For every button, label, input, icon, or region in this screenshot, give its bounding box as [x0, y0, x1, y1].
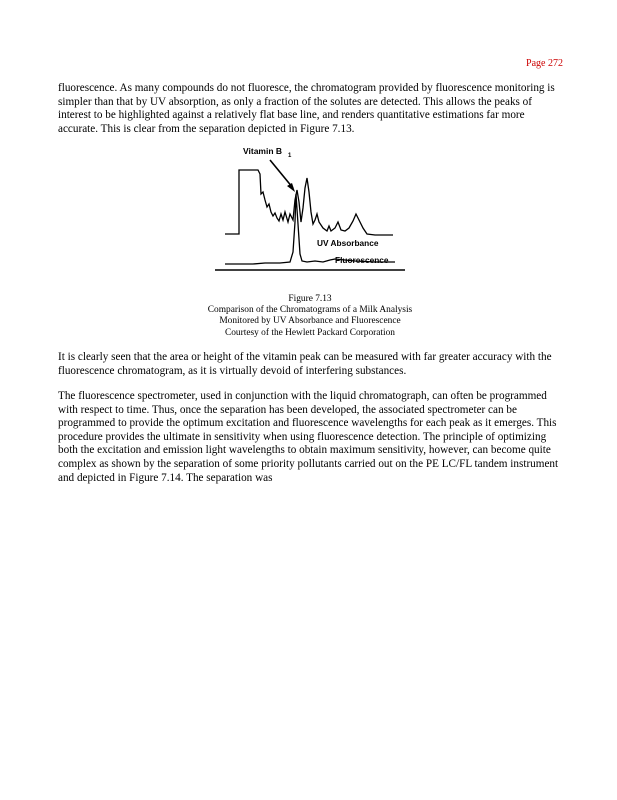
- caption-line: Comparison of the Chromatograms of a Milk Analysis: [207, 305, 413, 316]
- paragraph-vitamin-peak: It is clearly seen that the area or height of the vitamin peak can be measured with far greater accuracy with the fluorescence chromatogram, as it is virtually devoid of interfering substances.: [58, 351, 552, 377]
- arrow-line: [270, 160, 293, 188]
- figure-caption: [150, 294, 470, 339]
- vitamin-label: Vitamin B: [243, 146, 283, 156]
- fluorescence-label: Fluorescence: [335, 255, 389, 265]
- page-number: Page 272: [526, 58, 563, 69]
- caption-figure-number: Figure 7.13: [288, 294, 332, 304]
- arrow-head: [287, 183, 295, 192]
- caption-credit: Courtesy of the Hewlett Packard Corporation: [224, 327, 395, 338]
- figure-chromatogram: [205, 142, 410, 292]
- uv-absorbance-trace: [225, 170, 393, 235]
- paragraph-fluorescence-intro: fluorescence. As many compounds do not fluoresce, the chromatogram provided by fluorescence monitoring is simpler than that by UV absorption, as only a fraction of the solutes are detected. This allows the peaks of interest to be highlighted against a relatively flat base line, and renders quantitative estimations far more accurate. This is clear from the separation depicted in Figure 7.13.: [58, 82, 555, 135]
- chromatogram-graphic: [205, 142, 410, 292]
- uv-absorbance-label: UV Absorbance: [317, 238, 379, 248]
- caption-line: Monitored by UV Absorbance and Fluorescence: [219, 316, 401, 327]
- vitamin-subscript: 1: [288, 153, 292, 159]
- paragraph-fluorescence-spectrometer: The fluorescence spectrometer, used in conjunction with the liquid chromatograph, can often be programmed with respect to time. Thus, once the separation has been developed, the associated spectrometer can be programmed to provide the optimum excitation and fluorescence wavelengths for each peak as it emerges. This procedure provides the ultimate in sensitivity when using fluorescence detection. The principle of optimizing both the excitation and emission light wavelengths to obtain maximum sensitivity, however, can become quite complex as shown by the separation of some priority pollutants carried out on the PE LC/FL tandem instrument and depicted in Figure 7.14. The separation was: [58, 390, 559, 484]
